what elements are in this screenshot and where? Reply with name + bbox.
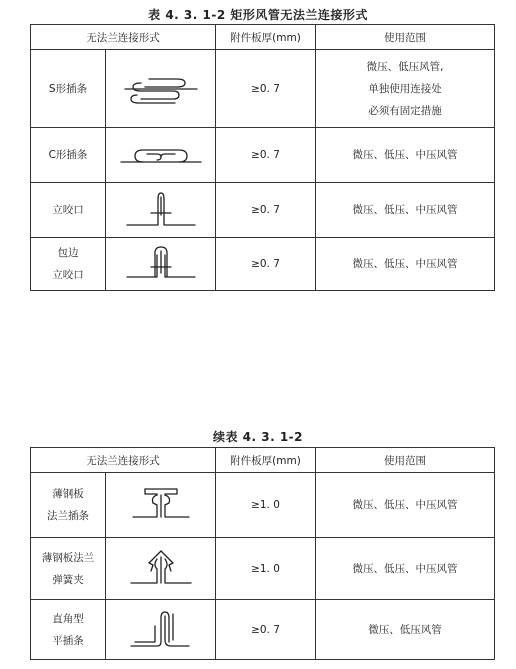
thin-steel-flange-spring-clip-figure xyxy=(111,545,211,593)
c-insert-strip-figure xyxy=(111,140,211,170)
right-angle-flat-strip-figure xyxy=(111,606,211,654)
header-thickness: 附件板厚(mm) xyxy=(216,448,316,473)
range-line: 单独使用连接处 xyxy=(368,82,442,95)
range-line: 必须有固定措施 xyxy=(368,104,442,117)
row-range xyxy=(316,183,495,238)
row-thickness: ≥0. 7 xyxy=(216,128,316,183)
table2 xyxy=(30,447,495,660)
table-row xyxy=(31,183,495,238)
row-range xyxy=(316,50,495,128)
row-name-line: 薄钢板 xyxy=(52,488,84,500)
row-name: C形插条 xyxy=(31,128,106,183)
table-row xyxy=(31,473,495,538)
row-name-line: 法兰插条 xyxy=(47,510,89,522)
row-thickness: ≥0. 7 xyxy=(216,238,316,291)
row-figure xyxy=(106,183,216,238)
row-name-line: 弹簧夹 xyxy=(52,573,84,586)
table1-header-row xyxy=(31,25,495,50)
row-range xyxy=(316,238,495,291)
row-figure xyxy=(106,473,216,538)
table-row xyxy=(31,600,495,660)
range-line: 微压、低压、中压风管 xyxy=(352,499,458,511)
table-row xyxy=(31,128,495,183)
row-range xyxy=(316,600,495,660)
row-thickness: ≥0. 7 xyxy=(216,183,316,238)
row-name xyxy=(31,538,106,600)
range-line: 微压、低压、中压风管 xyxy=(352,149,458,161)
row-figure xyxy=(106,600,216,660)
header-form: 无法兰连接形式 xyxy=(31,448,216,473)
row-name xyxy=(31,473,106,538)
row-name: S形插条 xyxy=(31,50,106,128)
thin-steel-flange-strip-figure xyxy=(111,481,211,529)
row-figure xyxy=(106,238,216,291)
row-thickness: ≥1. 0 xyxy=(216,473,316,538)
s-insert-strip-figure xyxy=(111,69,211,109)
row-range xyxy=(316,473,495,538)
row-name: 立咬口 xyxy=(31,183,106,238)
header-thickness: 附件板厚(mm) xyxy=(216,25,316,50)
table-row xyxy=(31,50,495,128)
standing-seam-figure xyxy=(111,189,211,231)
table2-header-row xyxy=(31,448,495,473)
header-form: 无法兰连接形式 xyxy=(31,25,216,50)
row-name xyxy=(31,238,106,291)
range-line: 微压、低压风管, xyxy=(366,60,444,73)
row-thickness: ≥0. 7 xyxy=(216,50,316,128)
row-name-line: 薄钢板法兰 xyxy=(41,551,95,564)
range-line: 微压、低压、中压风管 xyxy=(352,258,458,270)
range-line: 微压、低压、中压风管 xyxy=(352,204,458,216)
row-range xyxy=(316,538,495,600)
table1 xyxy=(30,24,495,291)
row-figure xyxy=(106,50,216,128)
row-thickness: ≥1. 0 xyxy=(216,538,316,600)
row-name-line: 平插条 xyxy=(52,634,84,647)
header-range: 使用范围 xyxy=(316,448,495,473)
row-name-line: 立咬口 xyxy=(52,269,84,281)
wrapped-standing-seam-figure xyxy=(111,243,211,285)
range-line: 微压、低压、中压风管 xyxy=(352,562,458,575)
row-range xyxy=(316,128,495,183)
range-line: 微压、低压风管 xyxy=(368,623,442,636)
row-name-line: 包边 xyxy=(57,247,79,259)
table-row xyxy=(31,238,495,291)
row-figure xyxy=(106,538,216,600)
row-name xyxy=(31,600,106,660)
row-name-line: 直角型 xyxy=(52,612,84,625)
table-row xyxy=(31,538,495,600)
table1-title: 表 4. 3. 1-2 矩形风管无法兰连接形式 xyxy=(148,8,368,22)
table2-title: 续表 4. 3. 1-2 xyxy=(212,430,304,444)
row-thickness: ≥0. 7 xyxy=(216,600,316,660)
header-range: 使用范围 xyxy=(316,25,495,50)
row-figure xyxy=(106,128,216,183)
